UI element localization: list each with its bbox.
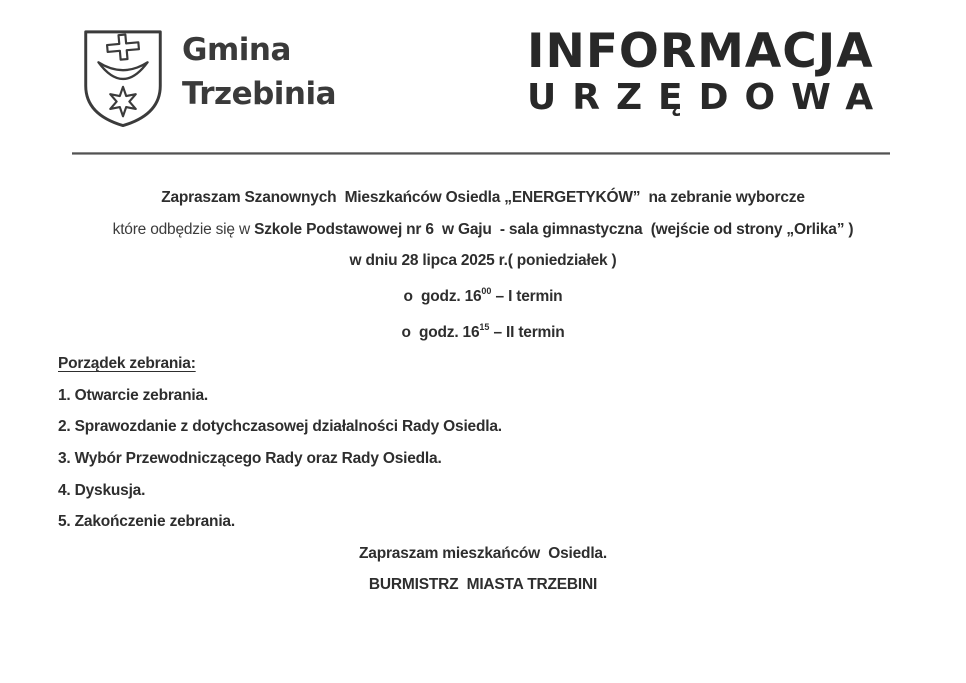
- signature: BURMISTRZ MIASTA TRZEBINI: [368, 576, 598, 594]
- second-term-minutes: 15: [479, 321, 490, 332]
- venue-line-regular: które odbędzie się w: [112, 220, 255, 238]
- second-term-prefix: o godz. 16: [401, 323, 480, 341]
- coat-of-arms-icon: [78, 27, 168, 129]
- header: [0, 0, 966, 152]
- venue-line: [0, 214, 966, 246]
- agenda-item: 3. Wybór Przewodniczącego Rady oraz Rady Osiedla.: [58, 450, 442, 468]
- first-term-prefix: o godz. 16: [403, 287, 482, 305]
- announcement-body: [0, 154, 966, 601]
- agenda-item: 2. Sprawozdanie z dotychczasowej działalności Rady Osiedla.: [58, 418, 502, 436]
- agenda-item: 4. Dyskusja.: [58, 481, 146, 499]
- municipality-name-line1: Gmina: [182, 32, 291, 68]
- document-title: [527, 26, 889, 118]
- municipality-logo: [78, 27, 336, 129]
- document-title-main: INFORMACJA: [527, 24, 874, 79]
- intro-line: Zapraszam Szanownych Mieszkańców Osiedla „ENERGETYKÓW” na zebranie wyborcze: [161, 189, 805, 206]
- document-title-subtitle: URZĘDOWA: [527, 77, 890, 118]
- agenda-heading: Porządek zebrania:: [58, 355, 196, 373]
- date-line: w dniu 28 lipca 2025 r.( poniedziałek ): [349, 252, 617, 270]
- first-term-line: [0, 277, 966, 313]
- municipality-name-line2: Trzebinia: [182, 76, 337, 112]
- agenda-item: 1. Otwarcie zebrania.: [58, 386, 209, 404]
- first-term-minutes: 00: [481, 285, 492, 296]
- agenda-item: 5. Zakończenie zebrania.: [58, 513, 235, 531]
- second-term-line: [0, 313, 966, 349]
- municipality-name: [182, 28, 336, 116]
- second-term-suffix: – II termin: [489, 323, 565, 341]
- first-term-suffix: – I termin: [491, 287, 563, 305]
- closing-invite: Zapraszam mieszkańców Osiedla.: [359, 544, 607, 562]
- venue-line-bold: Szkole Podstawowej nr 6 w Gaju - sala gimnastyczna (wejście od strony „Orlika” ): [254, 220, 854, 238]
